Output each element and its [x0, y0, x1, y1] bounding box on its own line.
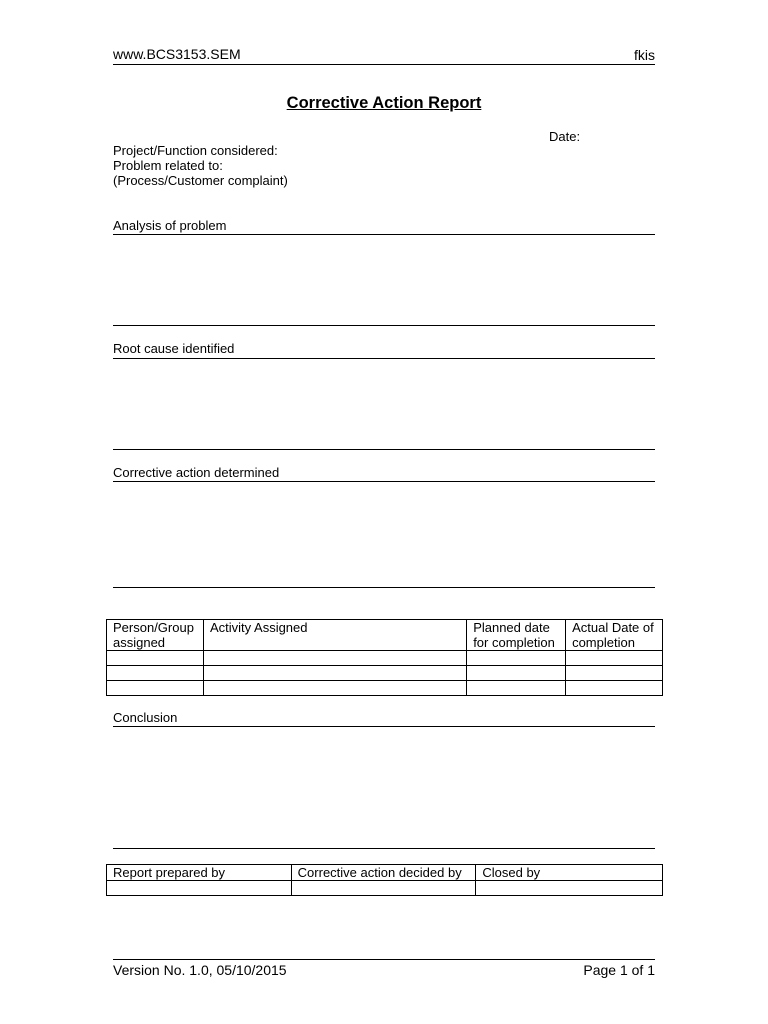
- section-corrective-action-end-rule: [113, 587, 655, 588]
- table-row: [107, 681, 663, 696]
- signoff-table-header-row: [107, 865, 663, 881]
- footer-page-number: Page 1 of 1: [583, 962, 655, 978]
- table-cell[interactable]: [203, 681, 466, 696]
- table-cell[interactable]: [107, 666, 204, 681]
- table-row: [107, 666, 663, 681]
- section-root-cause-rule: [113, 358, 655, 359]
- footer-version: Version No. 1.0, 05/10/2015: [113, 962, 287, 978]
- signoff-header-prepared-by: Report prepared by: [107, 865, 292, 881]
- activity-header-activity: Activity Assigned: [203, 620, 466, 651]
- table-row: [107, 651, 663, 666]
- table-cell[interactable]: [566, 681, 663, 696]
- header-website: www.BCS3153.SEM: [113, 46, 241, 62]
- date-label: Date:: [549, 129, 581, 144]
- table-cell[interactable]: [203, 666, 466, 681]
- section-conclusion-rule: [113, 726, 655, 727]
- section-conclusion-label: Conclusion: [113, 710, 178, 725]
- activity-header-person-group: Person/Group assigned: [107, 620, 204, 651]
- table-cell[interactable]: [467, 681, 566, 696]
- table-cell[interactable]: [467, 666, 566, 681]
- activity-header-actual-date: Actual Date of completion: [566, 620, 663, 651]
- activity-table-header-row: [107, 620, 663, 651]
- table-cell[interactable]: [291, 881, 476, 896]
- section-analysis-label: Analysis of problem: [113, 218, 227, 233]
- section-analysis-rule: [113, 234, 655, 235]
- field-problem-related: Problem related to:: [113, 158, 223, 173]
- footer-rule: [113, 959, 655, 960]
- section-root-cause-end-rule: [113, 449, 655, 450]
- table-cell[interactable]: [203, 651, 466, 666]
- table-cell[interactable]: [467, 651, 566, 666]
- table-cell[interactable]: [476, 881, 663, 896]
- signoff-header-decided-by: Corrective action decided by: [291, 865, 476, 881]
- field-process-complaint: (Process/Customer complaint): [113, 173, 288, 188]
- section-corrective-action-rule: [113, 481, 655, 482]
- table-row: [107, 881, 663, 896]
- header-code: fkis: [634, 47, 655, 63]
- field-project-function: Project/Function considered:: [113, 143, 278, 158]
- signoff-table: [106, 864, 663, 896]
- table-cell[interactable]: [566, 666, 663, 681]
- table-cell[interactable]: [107, 881, 292, 896]
- table-cell[interactable]: [566, 651, 663, 666]
- table-cell[interactable]: [107, 681, 204, 696]
- activity-header-planned-date: Planned date for completion: [467, 620, 566, 651]
- activity-table: [106, 619, 663, 696]
- header-rule: [113, 64, 655, 65]
- section-analysis-end-rule: [113, 325, 655, 326]
- section-root-cause-label: Root cause identified: [113, 341, 235, 356]
- table-cell[interactable]: [107, 651, 204, 666]
- signoff-header-closed-by: Closed by: [476, 865, 663, 881]
- section-conclusion-end-rule: [113, 848, 655, 849]
- section-corrective-action-label: Corrective action determined: [113, 465, 280, 480]
- page-title: Corrective Action Report: [286, 94, 482, 112]
